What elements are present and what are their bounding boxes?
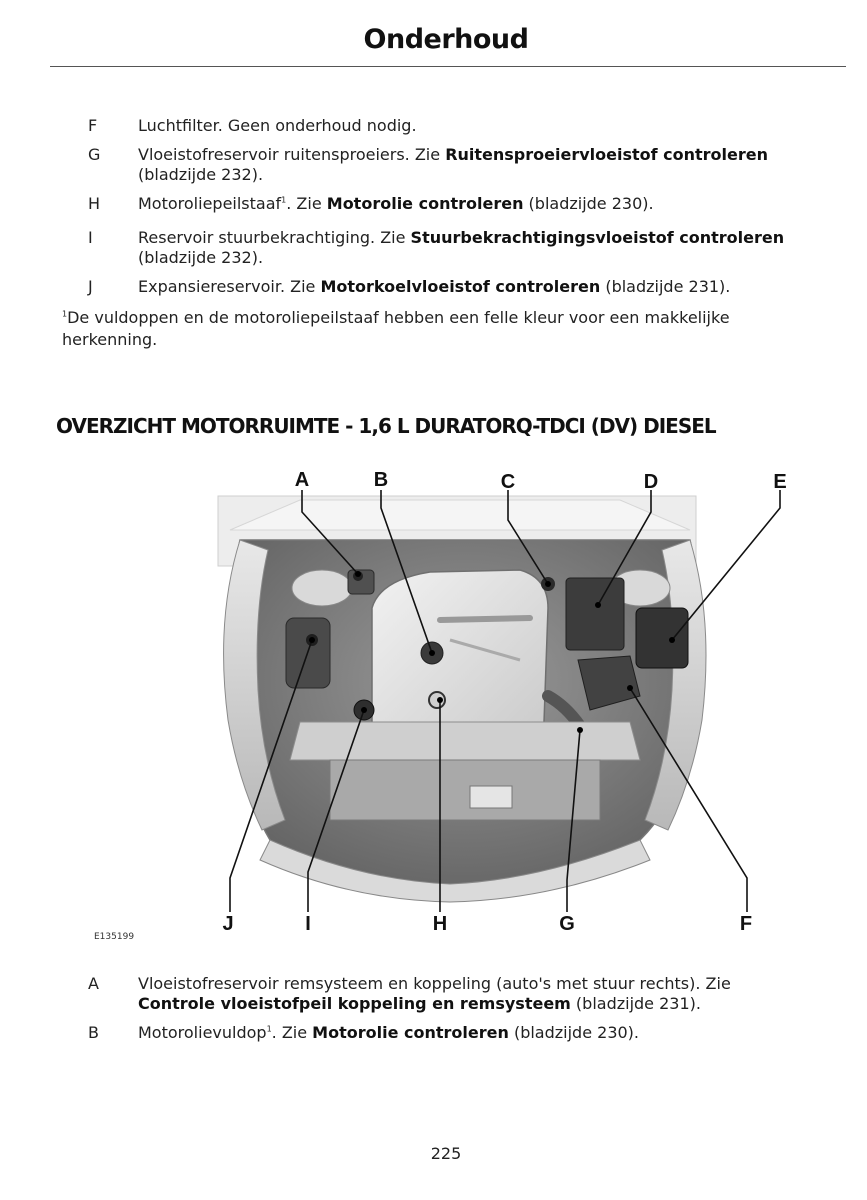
page-reference: (bladzijde 232).	[138, 165, 264, 184]
page-reference: (bladzijde 230).	[508, 1023, 640, 1042]
item-letter: B	[88, 1023, 99, 1042]
section-title: OVERZICHT MOTORRUIMTE - 1,6 L DURATORQ-TDCI (DV) DIESEL	[56, 414, 716, 438]
callout-label-e: E	[773, 471, 787, 493]
item-description	[138, 194, 838, 214]
item-description	[138, 145, 838, 185]
item-letter: H	[88, 194, 101, 213]
item-text: Expansiereservoir. Zie	[138, 277, 321, 296]
footnote-marker: 1	[62, 309, 68, 319]
callout-label-j: J	[222, 913, 234, 935]
page-reference: (bladzijde 232).	[138, 248, 264, 267]
item-description	[138, 974, 838, 1014]
item-letter: J	[88, 277, 93, 296]
footnote	[62, 307, 822, 351]
callout-label-c: C	[500, 471, 516, 493]
cross-reference-link[interactable]: Stuurbekrachtigingsvloeistof controleren	[410, 228, 785, 247]
engine-bay-illustration	[0, 460, 867, 950]
cross-reference-link[interactable]: Ruitensproeiervloeistof controleren	[445, 145, 769, 164]
image-code: E135199	[94, 932, 135, 942]
page-reference: (bladzijde 231).	[600, 277, 731, 296]
cross-reference-link[interactable]: Motorolie controleren	[312, 1023, 509, 1042]
item-text: Vloeistofreservoir ruitensproeiers. Zie	[138, 145, 446, 164]
item-description: Luchtfilter. Geen onderhoud nodig.	[138, 116, 417, 135]
footnote-marker: 1	[266, 1024, 272, 1034]
callout-label-h: H	[432, 913, 448, 935]
item-letter: G	[88, 145, 101, 164]
callout-label-g: G	[559, 913, 575, 935]
item-text: Motoroliepeilstaaf	[138, 194, 282, 213]
item-text: Reservoir stuurbekrachtiging. Zie	[138, 228, 411, 247]
callout-label-d: D	[643, 471, 659, 493]
item-description	[138, 228, 838, 268]
item-text: . Zie	[286, 194, 327, 213]
page-reference: (bladzijde 231).	[570, 994, 701, 1013]
header-divider	[50, 66, 846, 67]
cross-reference-link[interactable]: Controle vloeistofpeil koppeling en remsysteem	[138, 994, 571, 1013]
item-letter: F	[88, 116, 98, 135]
page-title: Onderhoud	[363, 24, 529, 55]
item-letter: I	[88, 228, 93, 247]
item-letter: A	[88, 974, 99, 993]
callout-label-f: F	[739, 913, 753, 935]
item-description	[138, 277, 838, 297]
page-number: 225	[430, 1144, 462, 1163]
cross-reference-link[interactable]: Motorkoelvloeistof controleren	[320, 277, 601, 296]
callout-label-i: I	[305, 913, 311, 935]
item-text: Motorolievuldop	[138, 1023, 267, 1042]
cross-reference-link[interactable]: Motorolie controleren	[326, 194, 524, 213]
item-text: . Zie	[271, 1023, 313, 1042]
callout-label-a: A	[294, 469, 310, 491]
item-text: Vloeistofreservoir remsysteem en koppeling (auto's met stuur rechts). Zie	[138, 974, 731, 993]
page-reference: (bladzijde 230).	[523, 194, 654, 213]
footnote-marker: 1	[281, 195, 287, 205]
callout-label-b: B	[373, 469, 389, 491]
item-description	[138, 1023, 838, 1043]
footnote-text: De vuldoppen en de motoroliepeilstaaf hebben een felle kleur voor een makkelijke herkenning.	[62, 308, 730, 349]
